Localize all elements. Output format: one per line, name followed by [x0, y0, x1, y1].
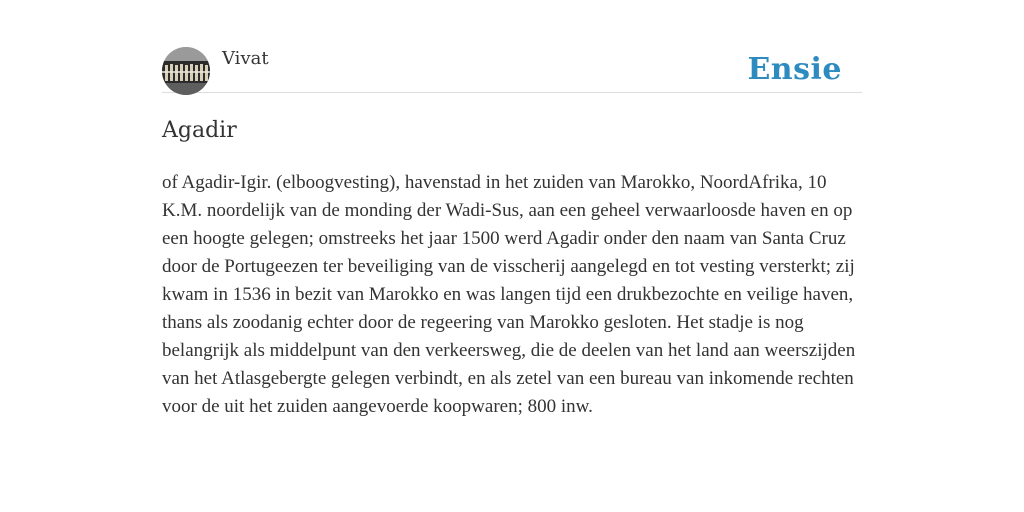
source-avatar[interactable]: [162, 47, 210, 95]
entry-title: Agadir: [162, 118, 237, 143]
ensie-logo[interactable]: Ensie: [747, 52, 842, 87]
source-name[interactable]: Vivat: [222, 48, 269, 69]
entry-definition: of Agadir-Igir. (elboogvesting), havenstad in het zuiden van Marokko, NoordAfrika, 10 K.M. noordelijk van de monding der Wadi-Sus, aan een geheel verwaarloosde haven en op een hoogte gelegen; omstreeks het jaar 1500 werd Agadir onder den naam van Santa Cruz door de Portugeezen ter beveiliging van de visscherij aangelegd en tot vesting versterkt; zij kwam in 1536 in bezit van Marokko en was langen tijd een drukbezochte en veilige haven, thans als zoodanig echter door de regeering van Marokko gesloten. Het stadje is nog belangrijk als middelpunt van den verkeersweg, die de deelen van het land aan weerszijden van het Atlasgebergte gelegen verbindt, en als zetel van een bureau van inkomende rechten voor de uit het zuiden aangevoerde koopwaren; 800 inw.: [162, 172, 856, 417]
entry-header: [162, 47, 862, 93]
book-spines-avatar-icon: [162, 47, 210, 95]
